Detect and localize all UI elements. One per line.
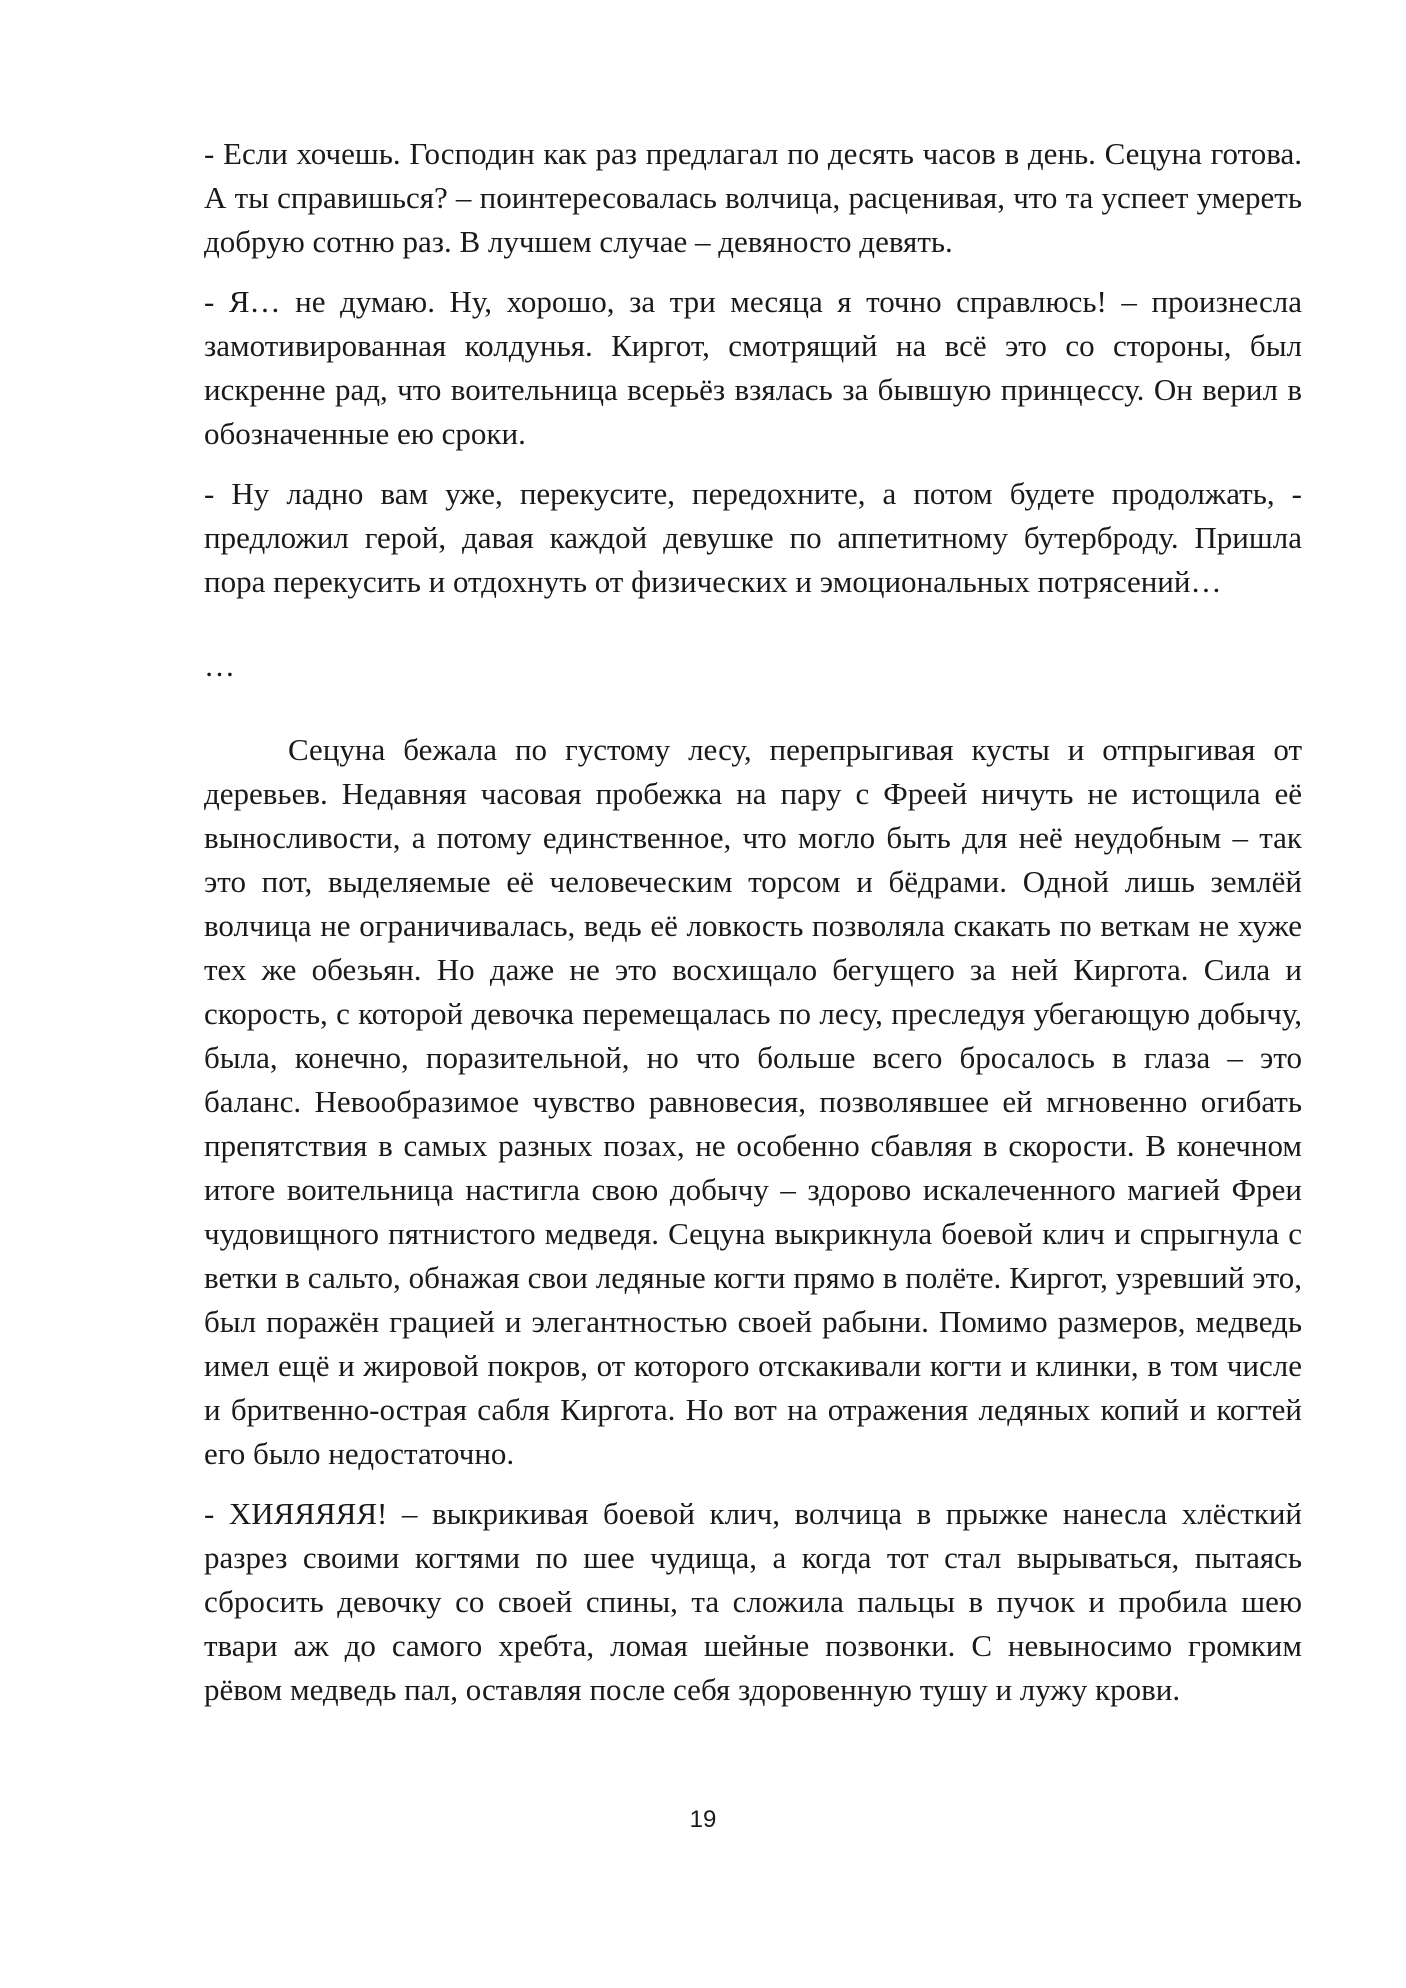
paragraph-4: Сецуна бежала по густому лесу, перепрыгивая кусты и отпрыгивая от деревьев. Недавняя часовая пробежка на пару с Фреей ничуть не истощила её выносливости, а потому единственное, что могло быть для неё неудобным – так это пот, выделяемые её человеческим торсом и бёдрами. Одной лишь землёй волчица не ограничивалась, ведь её ловкость позволяла скакать по веткам не хуже тех же обезьян. Но даже не это восхищало бегущего за ней Киргота. Сила и скорость, с которой девочка перемещалась по лесу, преследуя убегающую добычу, была, конечно, поразительной, но что больше всего бросалось в глаза – это баланс. Невообразимое чувство равновесия, позволявшее ей мгновенно огибать препятствия в самых разных позах, не особенно сбавляя в скорости. В конечном итоге воительница настигла свою добычу – здорово искалеченного магией Фреи чудовищного пятнистого медведя. Сецуна выкрикнула боевой клич и спрыгнула с ветки в сальто, обнажая свои ледяные когти прямо в полёте. Киргот, узревший это, был поражён грацией и элегантностью своей рабыни. Помимо размеров, медведь имел ещё и жировой покров, от которого отскакивали когти и клинки, в том числе и бритвенно-острая сабля Киргота. Но вот на отражения ледяных копий и когтей его было недостаточно.	[204, 732, 1302, 1471]
paragraph-3: - Ну ладно вам уже, перекусите, передохните, а потом будете продолжать, - предложил герой, давая каждой девушке по аппетитному бутерброду. Пришла пора перекусить и отдохнуть от физических и эмоциональных потрясений…	[204, 476, 1302, 599]
paragraph-1: - Если хочешь. Господин как раз предлагал по десять часов в день. Сецуна готова. А ты справишься? – поинтересовалась волчица, расценивая, что та успеет умереть добрую сотню раз. В лучшем случае – девяносто девять.	[204, 136, 1302, 259]
paragraph-2: - Я… не думаю. Ну, хорошо, за три месяца я точно справлюсь! – произнесла замотивированная колдунья. Киргот, смотрящий на всё это со стороны, был искренне рад, что воительница всерьёз взялась за бывшую принцессу. Он верил в обозначенные ею сроки.	[204, 284, 1302, 451]
body-text	[204, 132, 1302, 1728]
scene-break: …	[204, 648, 235, 683]
paragraph-5: - ХИЯЯЯЯЯ! – выкрикивая боевой клич, волчица в прыжке нанесла хлёсткий разрез своими когтями по шее чудища, а когда тот стал вырываться, пытаясь сбросить девочку со своей спины, та сложила пальцы в пучок и пробила шею твари аж до самого хребта, ломая шейные позвонки. С невыносимо громким рёвом медведь пал, оставляя после себя здоровенную тушу и лужу крови.	[204, 1496, 1302, 1707]
page-number: 19	[689, 1806, 717, 1833]
